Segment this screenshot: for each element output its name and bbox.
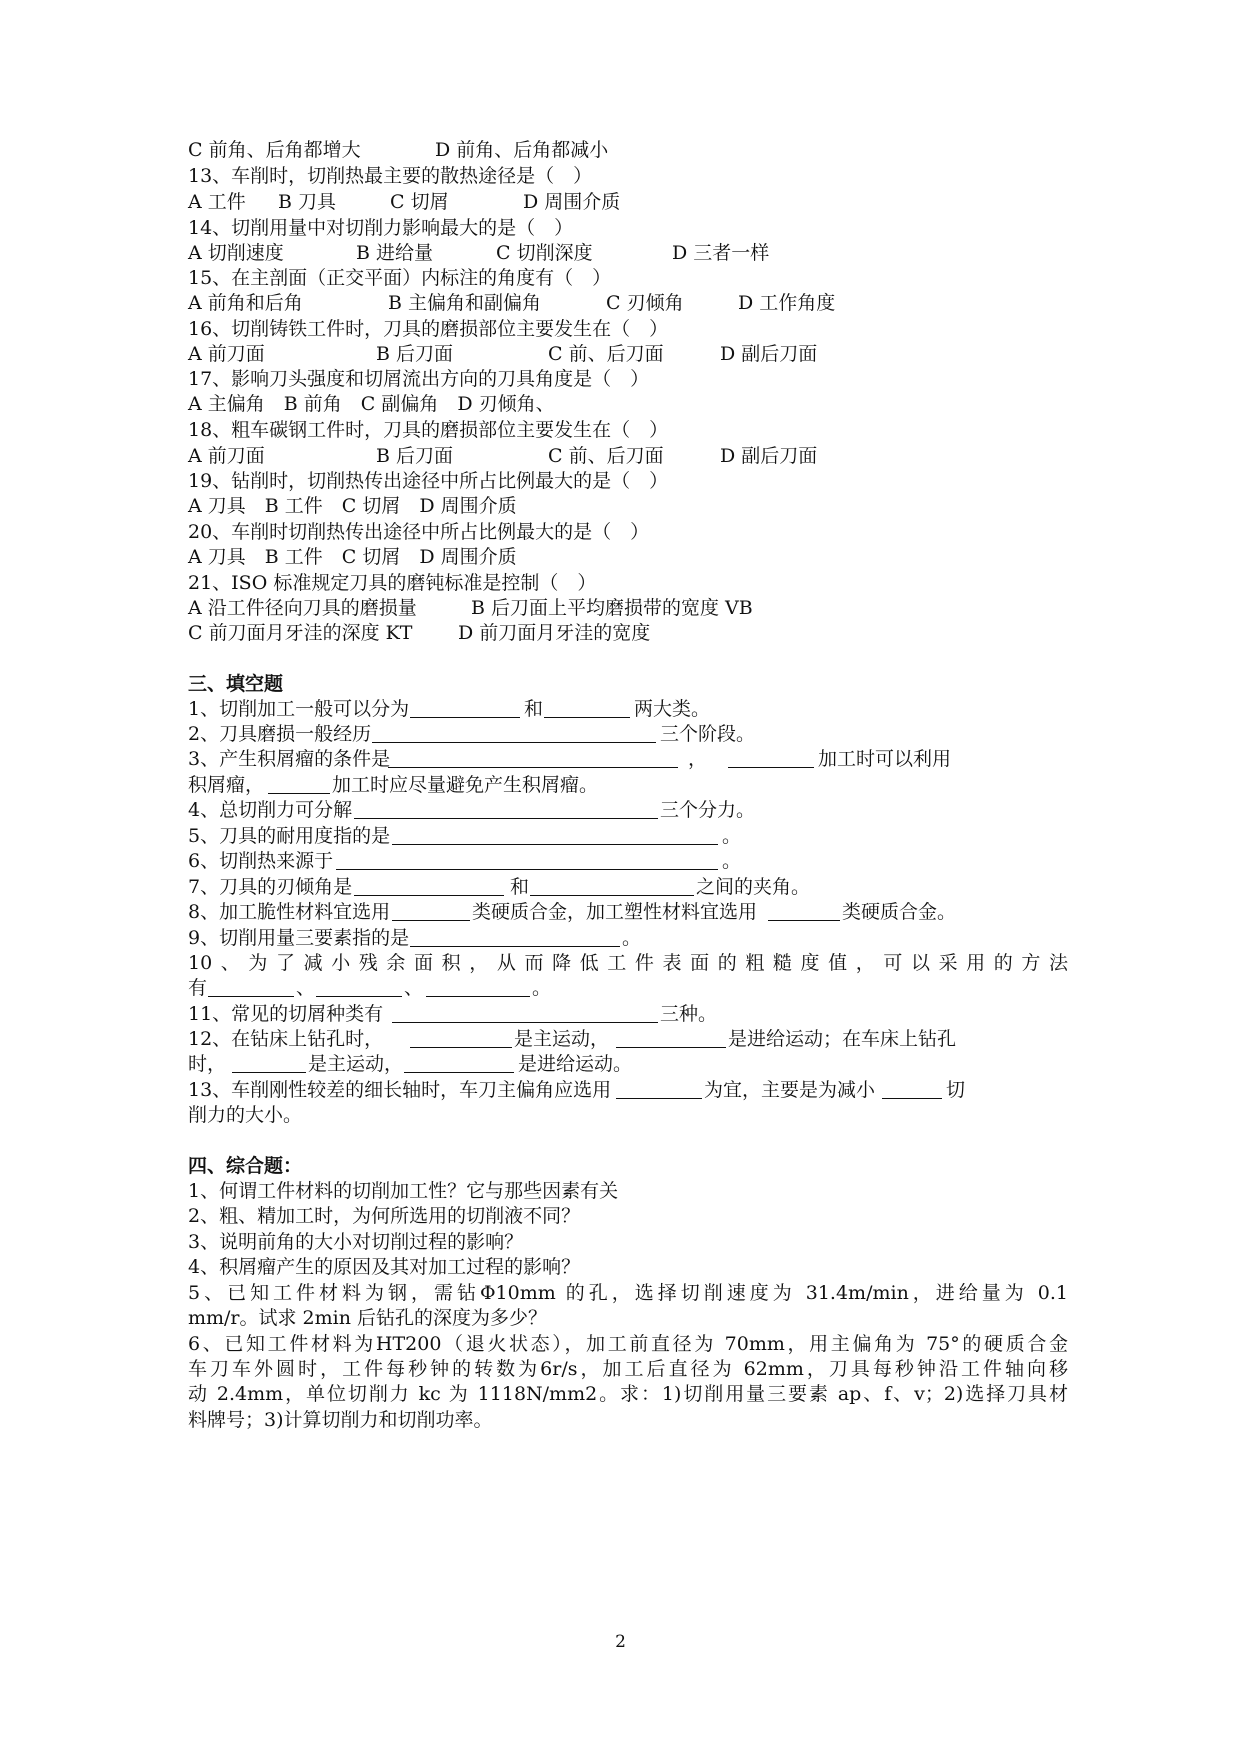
answer-blank[interactable] [616,1047,726,1048]
answer-blank[interactable] [410,946,620,947]
answer-blank[interactable] [530,895,694,896]
option: B 后刀面 [376,343,454,365]
comp-q6-line3: 动 2.4mm，单位切削力 kc 为 1118N/mm2。求：1)切削用量三要素 ap、f、v；2)选择刀具材 [188,1383,1068,1405]
answer-blank[interactable] [728,767,814,768]
comp-q4: 4、积屑瘤产生的原因及其对加工过程的影响？ [188,1256,581,1278]
fill-q10-line2: 有 、 、 。 [188,977,552,999]
mc-q13-options [188,188,1068,216]
mc-q16: 16、切削铸铁工件时，刀具的磨损部位主要发生在（ ） [188,318,669,340]
option: C 前角、后角都增大 [188,139,361,161]
fill-q13-line1: 13、车削刚性较差的细长轴时，车刀主偏角应选用 为宜，主要是为减小 切 [188,1079,966,1101]
comp-q6-line2: 车刀车外圆时，工件每秒钟的转数为6r/s，加工后直径为 62mm，刀具每秒钟沿工件轴向移 [188,1358,1068,1380]
mc-q20: 20、车削时切削热传出途径中所占比例最大的是（ ） [188,521,650,543]
fill-q4: 4、总切削力可分解 三个分力。 [188,799,756,821]
option: C 前、后刀面 [548,343,664,365]
mc-q18: 18、粗车碳钢工件时，刀具的磨损部位主要发生在（ ） [188,419,669,441]
mc-q19: 19、钻削时，切削热传出途径中所占比例最大的是（ ） [188,470,669,492]
mc-q21-options-row2 [188,619,1068,647]
answer-blank[interactable] [336,869,718,870]
fill-q10-line1: 10、为了减小残余面积，从而降低工件表面的粗糙度值，可以采用的方法 [188,952,1068,974]
mc-q14-options [188,239,1068,267]
fill-q1: 1、切削加工一般可以分为 和 两大类。 [188,698,711,720]
answer-blank[interactable] [392,920,470,921]
fill-q6: 6、切削热来源于 。 [188,850,742,872]
answer-blank[interactable] [544,717,630,718]
fill-q7: 7、刀具的刃倾角是 和 之间的夹角。 [188,876,811,898]
option: C 切屑 [390,191,449,213]
option: D 前角、后角都减小 [435,139,609,161]
mc-q20-options: A 刀具 B 工件 C 切屑 D 周围介质 [188,546,517,568]
option: A 前角和后角 [188,292,303,314]
comp-q6-line4: 料牌号；3)计算切削力和切削功率。 [188,1409,493,1431]
option: C 前刀面月牙洼的深度 KT [188,622,413,644]
answer-blank[interactable] [372,742,656,743]
mc-q15: 15、在主剖面（正交平面）内标注的角度有（ ） [188,267,612,289]
fill-q11: 11、常见的切屑种类有 三种。 [188,1003,718,1025]
answer-blank[interactable] [354,818,658,819]
fill-q13-line2: 削力的大小。 [188,1104,303,1126]
answer-blank[interactable] [354,895,504,896]
option: B 后刀面上平均磨损带的宽度 VB [471,597,753,619]
answer-blank[interactable] [268,793,330,794]
answer-blank[interactable] [232,1072,306,1073]
option: A 前刀面 [188,343,265,365]
answer-blank[interactable] [616,1098,702,1099]
fill-q3-line1: 3、产生积屑瘤的条件是 ， 加工时可以利用 [188,748,952,770]
option: A 切削速度 [188,242,284,264]
option: D 三者一样 [672,242,770,264]
mc-q17-options: A 主偏角 B 前角 C 副偏角 D 刃倾角、 [188,393,555,415]
answer-blank[interactable] [404,1072,514,1073]
option: B 主偏角和副偏角 [388,292,542,314]
option: D 副后刀面 [720,343,818,365]
mc-q16-options [188,340,1068,368]
option: A 工件 [188,191,246,213]
option: B 进给量 [356,242,434,264]
answer-blank[interactable] [882,1098,942,1099]
page-number: 2 [615,1632,626,1652]
answer-blank[interactable] [410,1047,512,1048]
mc-q12-options [188,136,1068,164]
fill-q12-line1: 12、在钻床上钻孔时， 是主运动， 是进给运动；在车床上钻孔 [188,1028,957,1050]
answer-blank[interactable] [392,844,718,845]
answer-blank[interactable] [768,920,840,921]
mc-q21: 21、ISO 标准规定刀具的磨钝标准是控制（ ） [188,572,597,594]
fill-q9: 9、切削用量三要素指的是 。 [188,927,642,949]
option: D 副后刀面 [720,445,818,467]
fill-q8: 8、加工脆性材料宜选用 类硬质合金，加工塑性材料宜选用 类硬质合金。 [188,901,957,923]
option: D 周围介质 [523,191,621,213]
comp-q3: 3、说明前角的大小对切削过程的影响？ [188,1231,524,1253]
comp-q5-line2: mm/r。试求 2min 后钻孔的深度为多少？ [188,1307,548,1329]
answer-blank[interactable] [316,996,402,997]
answer-blank[interactable] [410,717,520,718]
mc-q17: 17、影响刀头强度和切屑流出方向的刀具角度是（ ） [188,368,650,390]
mc-q14: 14、切削用量中对切削力影响最大的是（ ） [188,217,574,239]
option: A 沿工件径向刀具的磨损量 [188,597,417,619]
option: A 前刀面 [188,445,265,467]
mc-q21-options-row1 [188,594,1068,622]
answer-blank[interactable] [392,1022,658,1023]
mc-q18-options [188,442,1068,470]
mc-q19-options: A 刀具 B 工件 C 切屑 D 周围介质 [188,495,517,517]
fill-heading: 三、填空题 [188,673,284,695]
option: D 工作角度 [738,292,836,314]
answer-blank[interactable] [208,996,294,997]
mc-q15-options [188,289,1068,317]
comp-q2: 2、粗、精加工时，为何所选用的切削液不同？ [188,1205,581,1227]
answer-blank[interactable] [388,767,678,768]
answer-blank[interactable] [426,996,530,997]
fill-q12-line2: 时， 是主运动， 是进给运动。 [188,1053,633,1075]
comp-q6-line1: 6、已知工件材料为HT200（退火状态），加工前直径为 70mm，用主偏角为 75°的硬质合金 [188,1333,1068,1355]
fill-q2: 2、刀具磨损一般经历 三个阶段。 [188,723,756,745]
option: B 刀具 [278,191,337,213]
fill-q5: 5、刀具的耐用度指的是 。 [188,825,742,847]
option: D 前刀面月牙洼的宽度 [458,622,651,644]
option: B 后刀面 [376,445,454,467]
comp-q1: 1、何谓工件材料的切削加工性？它与那些因素有关 [188,1180,619,1202]
option: C 切削深度 [496,242,593,264]
option: C 前、后刀面 [548,445,664,467]
option: C 刃倾角 [606,292,684,314]
comp-heading: 四、综合题： [188,1155,303,1177]
comp-q5-line1: 5、已知工件材料为钢，需钻Φ10mm 的孔，选择切削速度为 31.4m/min，进给量为 0.1 [188,1282,1068,1304]
mc-q13: 13、车削时，切削热最主要的散热途径是（ ） [188,165,593,187]
fill-q3-line2: 积屑瘤， 加工时应尽量避免产生积屑瘤。 [188,774,599,796]
